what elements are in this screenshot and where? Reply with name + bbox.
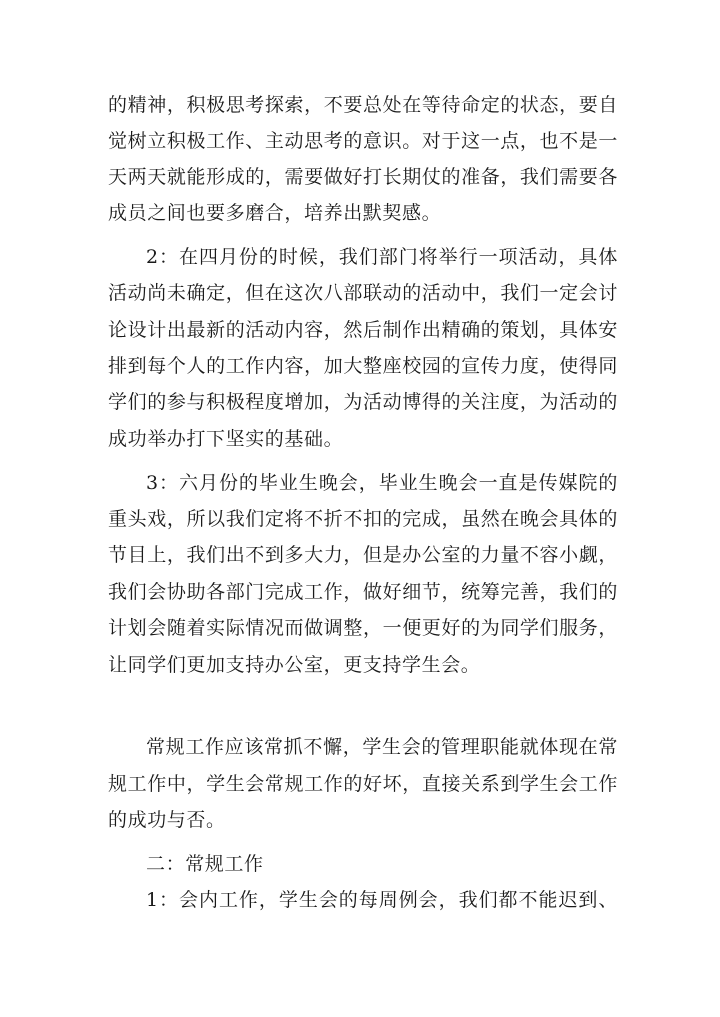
text-line: 1：会内工作，学生会的每周例会，我们都不能迟到、 <box>146 889 618 911</box>
section-heading: 二：常规工作 <box>146 853 264 875</box>
text-line: 论设计出最新的活动内容，然后制作出精确的策划，具体安 <box>108 319 618 341</box>
text-line: 活动尚未确定，但在这次八部联动的活动中，我们一定会讨 <box>108 282 618 304</box>
text-line: 重头戏，所以我们定将不折不扣的完成，虽然在晚会具体的 <box>108 508 618 530</box>
text-line: 觉树立积极工作、主动思考的意识。对于这一点，也不是一 <box>108 130 618 152</box>
text-line: 的精神，积极思考探索，不要总处在等待命定的状态，要自 <box>108 94 618 116</box>
text-line: 成功举办打下坚实的基础。 <box>108 428 344 450</box>
text-line: 学们的参与积极程度增加，为活动博得的关注度，为活动的 <box>108 391 618 413</box>
text-line: 3：六月份的毕业生晚会，毕业生晚会一直是传媒院的 <box>146 472 618 494</box>
text-line: 排到每个人的工作内容，加大整座校园的宣传力度，使得同 <box>108 355 618 377</box>
text-line: 规工作中，学生会常规工作的好坏，直接关系到学生会工作 <box>108 773 618 795</box>
text-line: 我们会协助各部门完成工作，做好细节，统筹完善，我们的 <box>108 581 618 603</box>
text-line: 计划会随着实际情况而做调整，一便更好的为同学们服务， <box>108 617 618 639</box>
text-line: 节目上，我们出不到多大力，但是办公室的力量不容小觑， <box>108 544 618 566</box>
text-line: 让同学们更加支持办公室，更支持学生会。 <box>108 654 481 676</box>
text-line: 成员之间也要多磨合，培养出默契感。 <box>108 202 442 224</box>
text-line: 常规工作应该常抓不懈，学生会的管理职能就体现在常 <box>146 736 618 758</box>
text-line: 天两天就能形成的，需要做好打长期仗的准备，我们需要各 <box>108 166 618 188</box>
text-line: 2：在四月份的时候，我们部门将举行一项活动，具体 <box>146 246 618 268</box>
text-line: 的成功与否。 <box>108 809 226 831</box>
